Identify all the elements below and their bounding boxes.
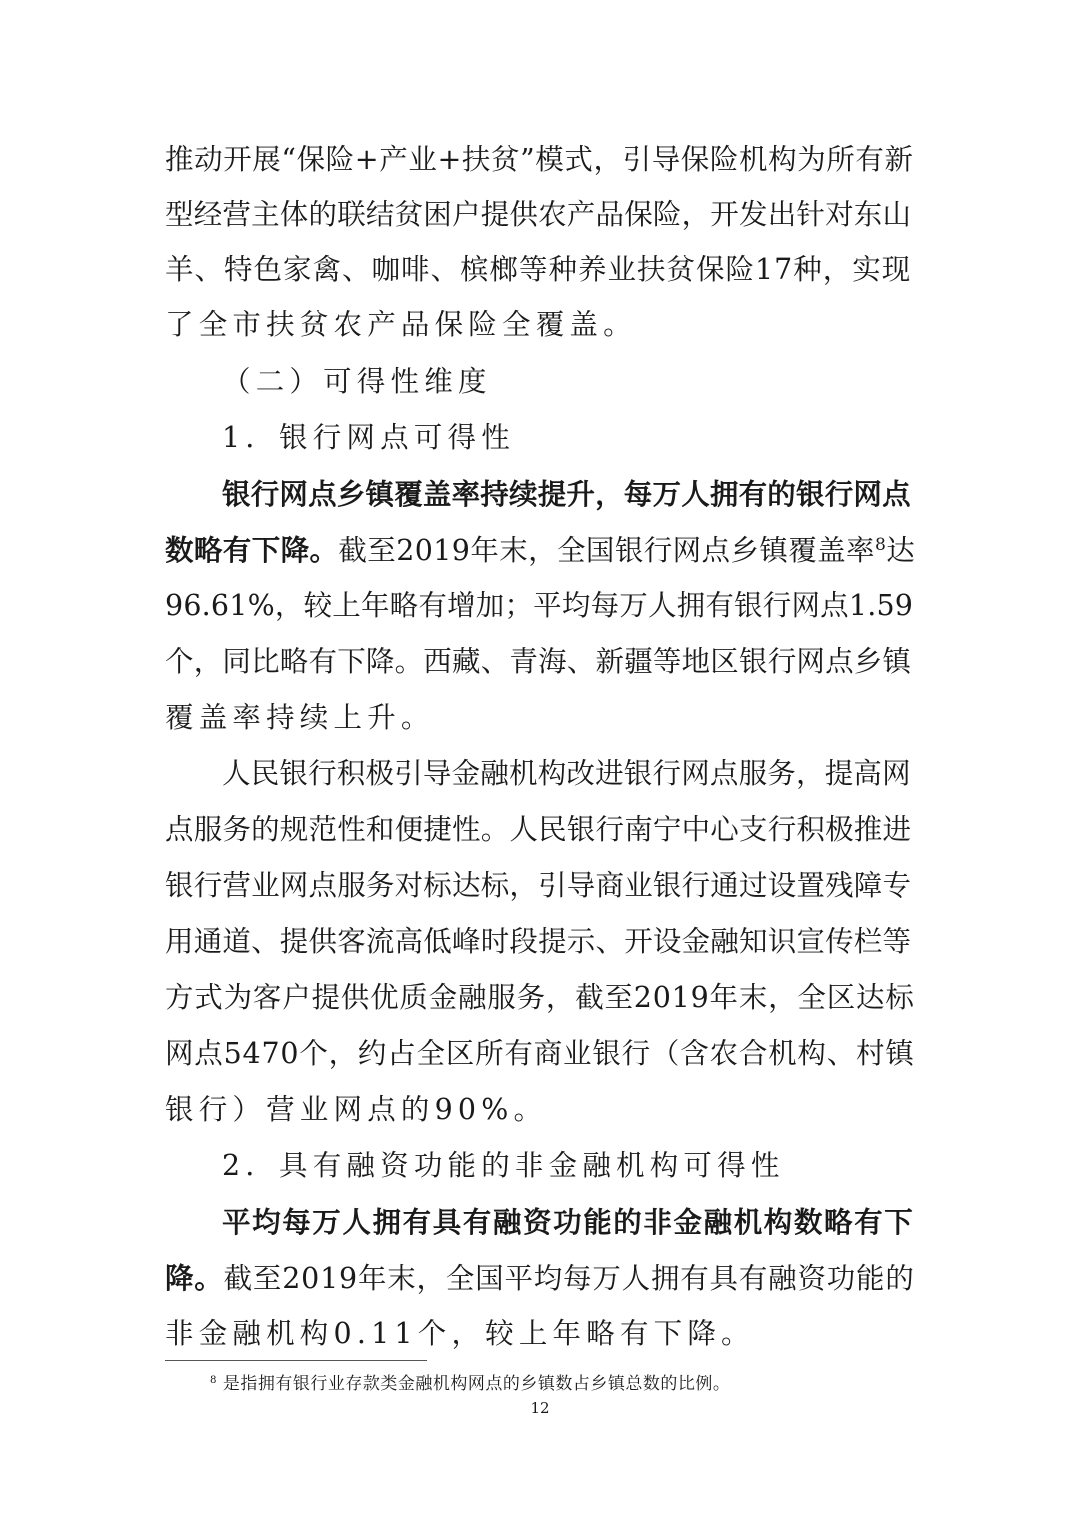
body-line: 方式为客户提供优质金融服务，截至2019年末，全区达标 xyxy=(165,981,915,1014)
body-line: 银行）营业网点的90%。 xyxy=(165,1093,548,1126)
section-heading: （二）可得性维度 xyxy=(222,365,492,398)
footnote xyxy=(210,1372,730,1396)
body-text: 截至2019年末，全国平均每万人拥有具有融资功能的 xyxy=(223,1262,915,1295)
footnote-separator xyxy=(165,1360,427,1361)
footnote-marker: 8 xyxy=(210,1374,217,1386)
footnote-ref[interactable]: 8 xyxy=(874,534,887,555)
bold-lead-sentence-end: 降。 xyxy=(165,1261,224,1295)
body-line: 银行营业网点服务对标达标，引导商业银行通过设置残障专 xyxy=(165,869,912,902)
body-text: 达 xyxy=(886,534,916,567)
body-text: 截至2019年末，全国银行网点乡镇覆盖率 xyxy=(338,534,875,567)
body-line: 点服务的规范性和便捷性。人民银行南宁中心支行积极推进 xyxy=(165,813,912,846)
bold-lead-sentence-end: 数略有下降。 xyxy=(165,533,339,567)
body-line: 个，同比略有下降。西藏、青海、新疆等地区银行网点乡镇 xyxy=(165,645,912,678)
body-line: 人民银行积极引导金融机构改进银行网点服务，提高网 xyxy=(222,757,911,790)
bold-lead-sentence: 银行网点乡镇覆盖率持续提升，每万人拥有的银行网点 xyxy=(222,477,911,511)
body-line xyxy=(165,530,915,571)
body-line: 96.61%，较上年略有增加；平均每万人拥有银行网点1.59 xyxy=(165,589,914,622)
body-line: 用通道、提供客流高低峰时段提示、开设金融知识宣传栏等 xyxy=(165,925,912,958)
body-line: 覆盖率持续上升。 xyxy=(165,701,435,734)
body-line: 羊、特色家禽、咖啡、槟榔等种养业扶贫保险17种，实现 xyxy=(165,253,912,286)
body-line: 推动开展“保险+产业+扶贫”模式，引导保险机构为所有新 xyxy=(165,143,914,176)
subsection-heading: 2．具有融资功能的非金融机构可得性 xyxy=(222,1149,785,1182)
page-number: 12 xyxy=(530,1399,550,1417)
body-line: 型经营主体的联结贫困户提供农产品保险，开发出针对东山 xyxy=(165,198,912,231)
footnote-text: 是指拥有银行业存款类金融机构网点的乡镇数占乡镇总数的比例。 xyxy=(222,1374,731,1394)
body-line: 了全市扶贫农产品保险全覆盖。 xyxy=(165,308,637,341)
subsection-heading: 1．银行网点可得性 xyxy=(222,421,515,454)
bold-lead-sentence: 平均每万人拥有具有融资功能的非金融机构数略有下 xyxy=(222,1205,915,1239)
body-line: 非金融机构0.11个，较上年略有下降。 xyxy=(165,1317,755,1350)
body-line xyxy=(165,1258,915,1299)
body-line: 网点5470个，约占全区所有商业银行（含农合机构、村镇 xyxy=(165,1037,915,1070)
